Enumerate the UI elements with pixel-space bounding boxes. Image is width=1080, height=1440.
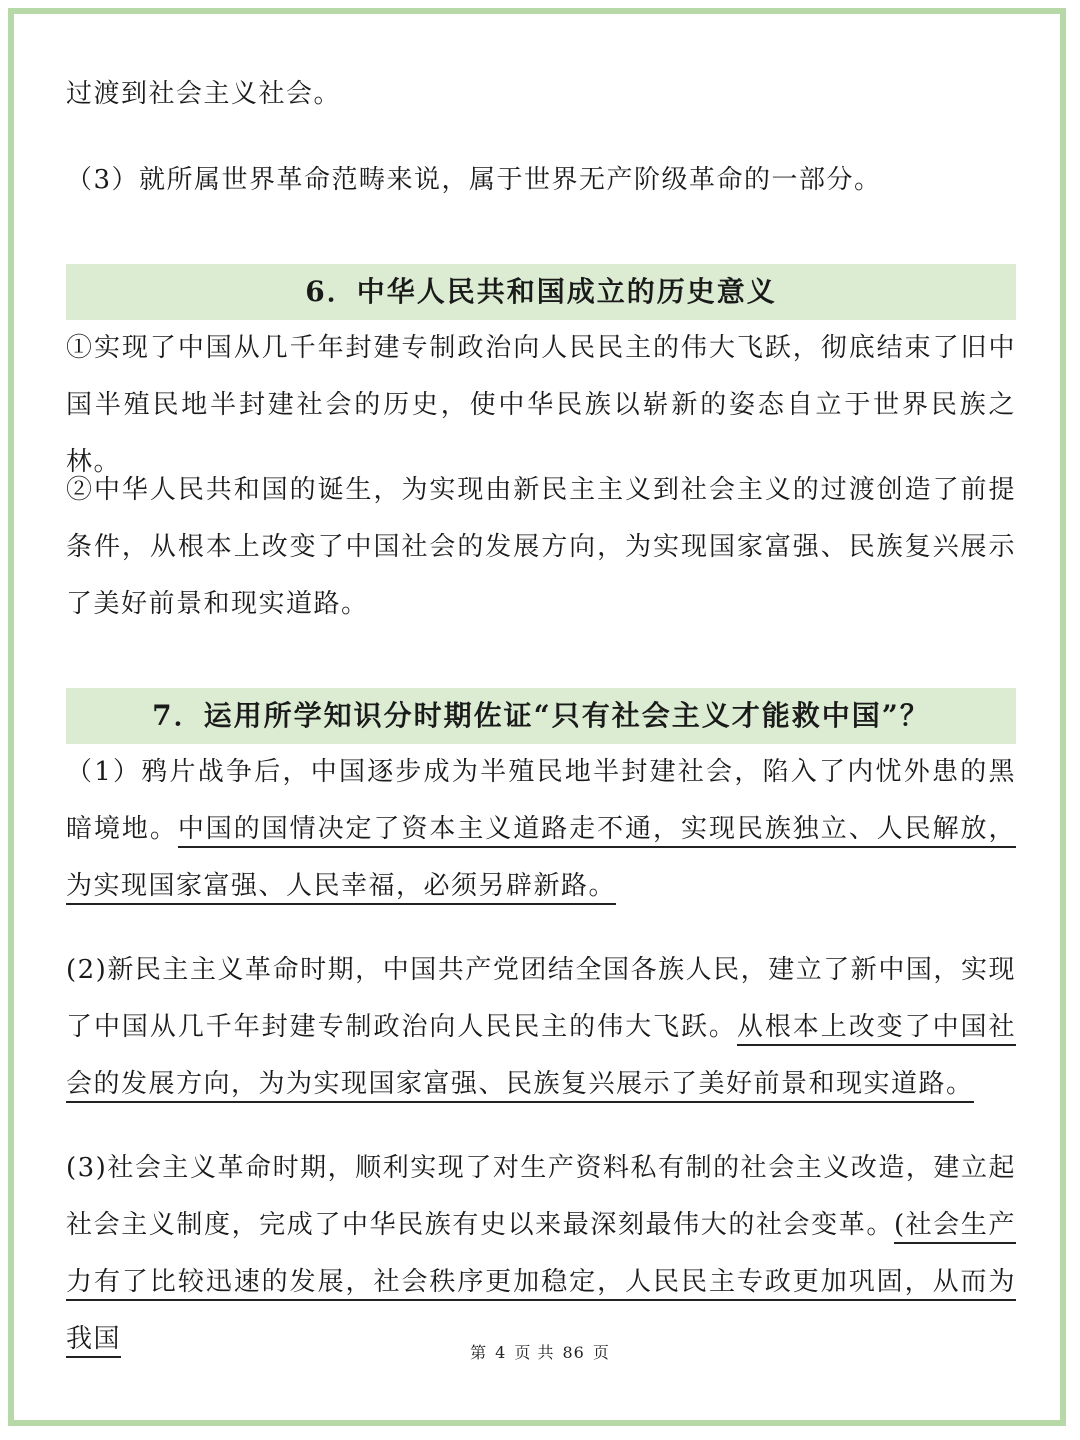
total-page-count: 86 — [562, 1343, 585, 1362]
page-footer — [0, 1340, 1080, 1363]
point-3-text: (3)社会主义革命时期，顺利实现了对生产资料私有制的社会主义改造，建立起社会主义制度，完成了中华民族有史以来最深刻最伟大的社会变革。 — [66, 1153, 1016, 1240]
point-1-text: （1）鸦片战争后，中国逐步成为半殖民地半封建社会，陷入了内忧外患的黑暗境地。 — [66, 757, 1016, 844]
point-2-text: (2)新民主主义革命时期，中国共产党团结全国各族人民，建立了新中国，实现了中国从几千年封建专制政治向人民民主的伟大飞跃。 — [66, 955, 1016, 1042]
section-7-point-1 — [66, 744, 1016, 915]
point-3-underlined-text: (社会生产力有了比较迅速的发展，社会秩序更加稳定，人民民主专政更加巩固，从而为我国 — [66, 1210, 1016, 1358]
section-7-point-3 — [66, 1140, 1016, 1368]
section-6-point-2: ②中华人民共和国的诞生，为实现由新民主主义到社会主义的过渡创造了前提条件，从根本上改变了中国社会的发展方向，为实现国家富强、民族复兴展示了美好前景和现实道路。 — [66, 475, 1016, 619]
current-page-number: 4 — [495, 1343, 507, 1362]
text-line-world-revolution: （3）就所属世界革命范畴来说，属于世界无产阶级革命的一部分。 — [66, 165, 882, 195]
text-line-transition: 过渡到社会主义社会。 — [66, 79, 342, 109]
section-6-point-1: ①实现了中国从几千年封建专制政治向人民民主的伟大飞跃，彻底结束了旧中国半殖民地半封建社会的历史，使中华民族以崭新的姿态自立于世界民族之林。 — [66, 333, 1016, 477]
section-7-point-2 — [66, 942, 1016, 1113]
footer-mid: 页 共 — [514, 1343, 555, 1362]
section-7-heading: 7．运用所学知识分时期佐证“只有社会主义才能救中国”？ — [66, 688, 1016, 744]
section-6-heading: 6．中华人民共和国成立的历史意义 — [66, 264, 1016, 320]
point-2-underlined-text: 从根本上改变了中国社会的发展方向，为为实现国家富强、民族复兴展示了美好前景和现实道路。 — [66, 1012, 1016, 1103]
footer-suffix: 页 — [592, 1343, 610, 1362]
point-1-underlined-text: 中国的国情决定了资本主义道路走不通，实现民族独立、人民解放，为实现国家富强、人民幸福，必须另辟新路。 — [66, 814, 1016, 905]
footer-prefix: 第 — [470, 1343, 488, 1362]
